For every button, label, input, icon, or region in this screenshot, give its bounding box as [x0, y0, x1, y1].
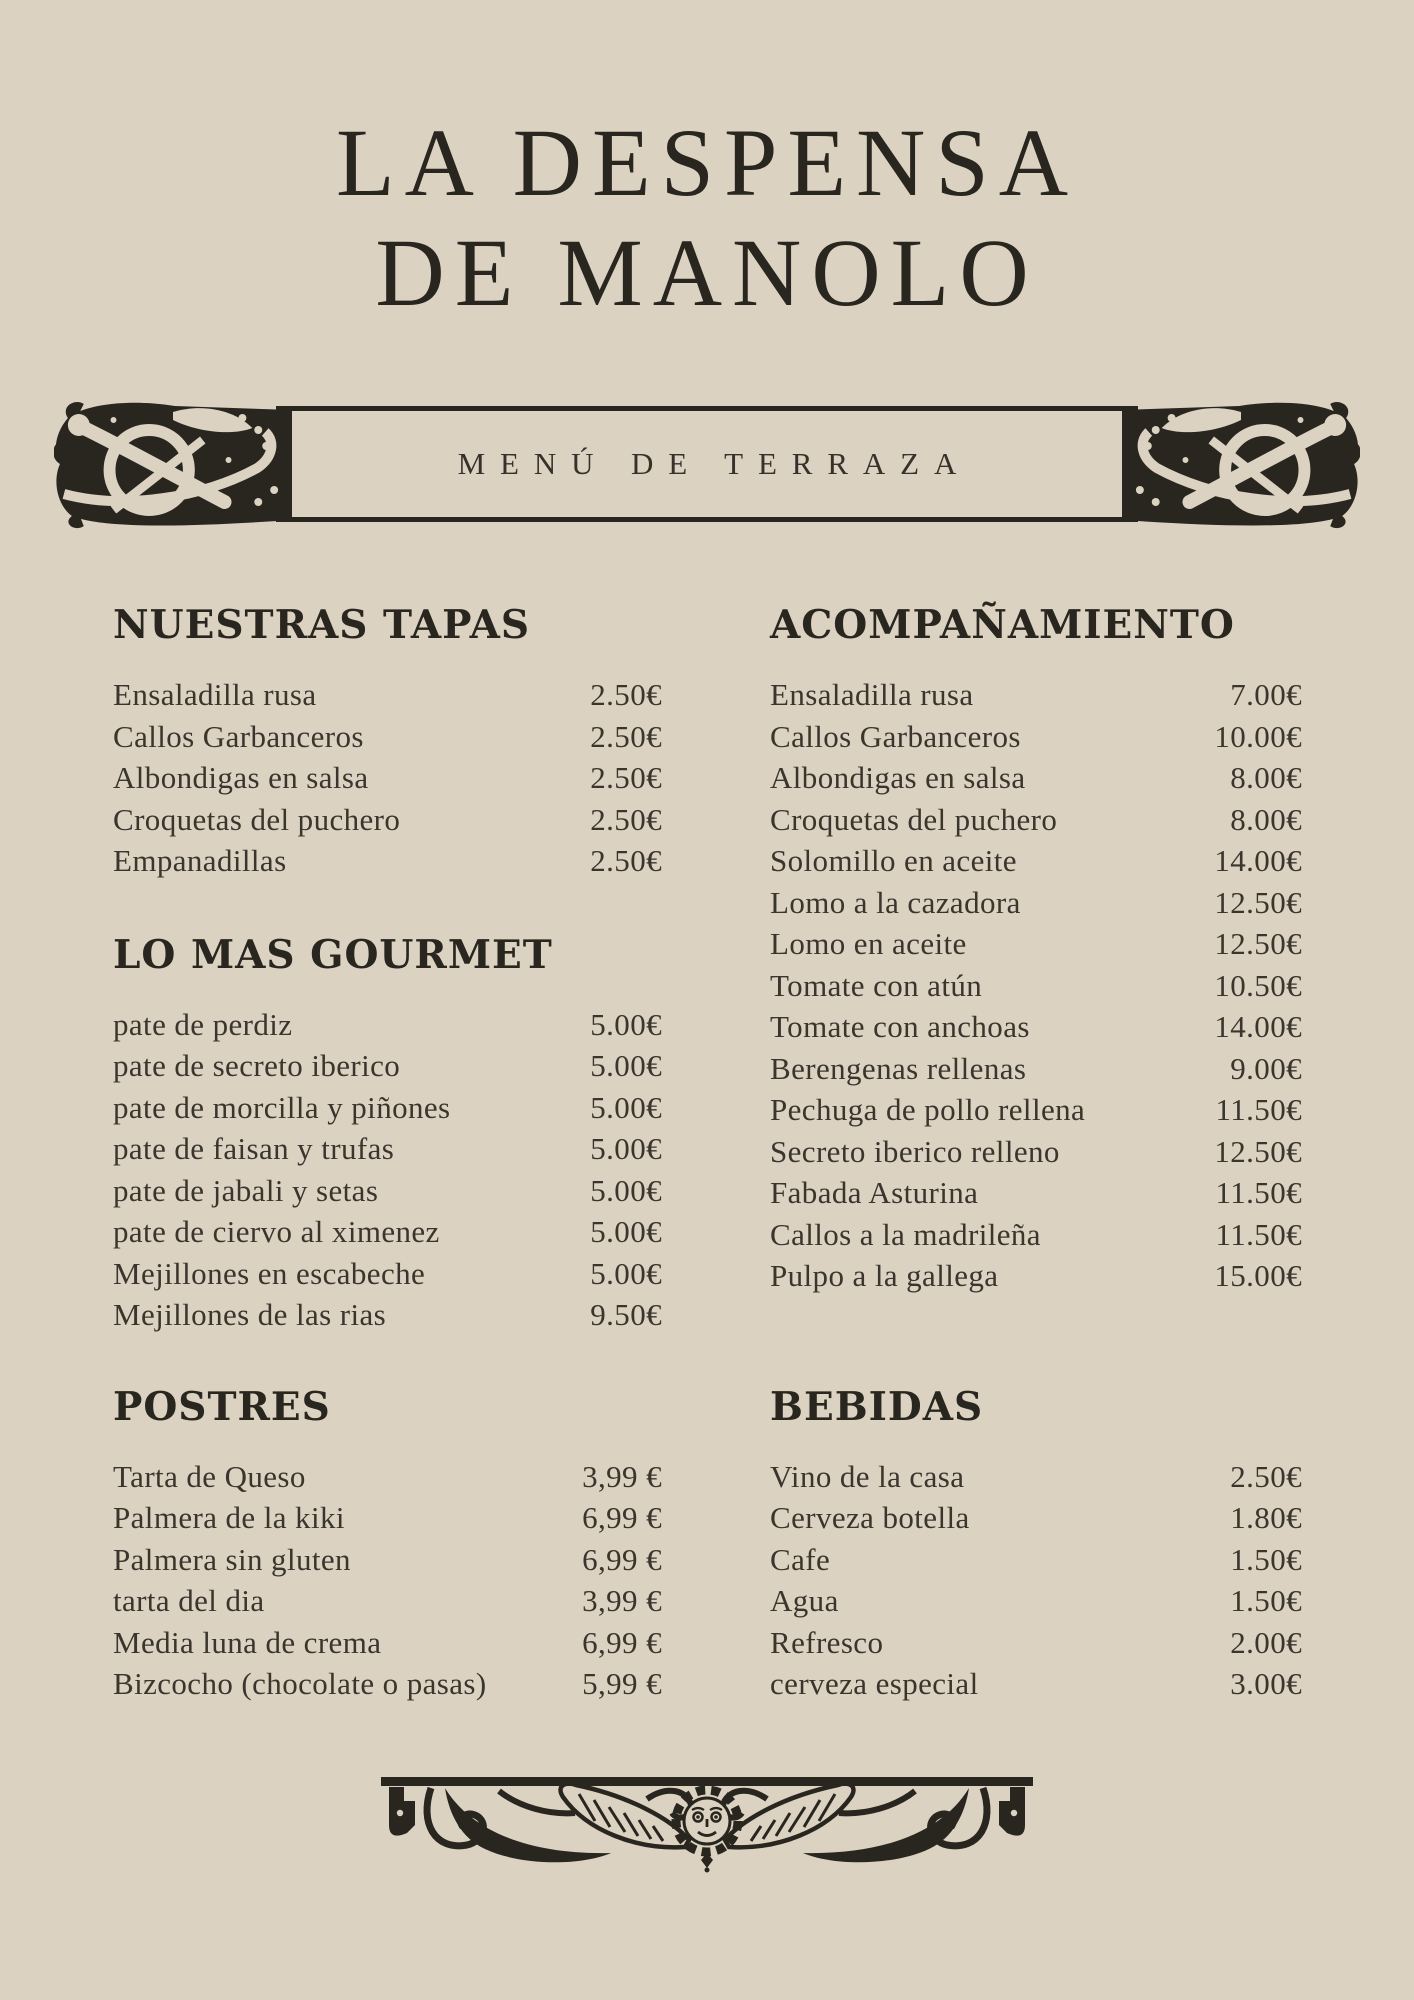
- menu-item-row: [770, 923, 1302, 965]
- menu-item-price: 5,99 €: [582, 1666, 662, 1701]
- menu-item-name: Pulpo a la gallega: [770, 1258, 999, 1293]
- banner-title: MENÚ DE TERRAZA: [457, 446, 972, 481]
- menu-item-name: pate de faisan y trufas: [113, 1131, 395, 1166]
- menu-item-price: 2.50€: [1230, 1458, 1302, 1494]
- menu-item-row: [770, 840, 1302, 882]
- menu-item-name: tarta del dia: [113, 1583, 265, 1618]
- menu-item-price: 1.50€: [1230, 1541, 1302, 1577]
- menu-item-price: 3,99 €: [582, 1583, 662, 1618]
- menu-item-price: 10.50€: [1214, 967, 1302, 1003]
- footer-ornament-icon: [379, 1769, 1035, 1873]
- menu-item-row: [770, 1048, 1302, 1090]
- menu-item-price: 7.00€: [1230, 677, 1302, 712]
- menu-item-price: 6,99 €: [582, 1500, 662, 1535]
- menu-item-name: Mejillones de las rias: [113, 1297, 387, 1332]
- menu-item-row: [113, 1087, 662, 1129]
- menu-item-name: Secreto iberico relleno: [770, 1133, 1060, 1169]
- section-bebidas: [770, 1384, 1302, 1705]
- menu-item-name: Fabada Asturina: [770, 1175, 979, 1210]
- menu-item-row: [770, 674, 1302, 716]
- menu-item-price: 15.00€: [1214, 1258, 1302, 1293]
- menu-item-price: 12.50€: [1214, 926, 1302, 961]
- menu-item-name: Tarta de Queso: [113, 1458, 306, 1494]
- menu-item-name: Ensaladilla rusa: [113, 677, 317, 712]
- menu-item-name: Palmera sin gluten: [113, 1541, 351, 1577]
- menu-item-row: [770, 1172, 1302, 1214]
- menu-item-price: 10.00€: [1214, 718, 1302, 754]
- section-gourmet: [113, 932, 662, 1336]
- section-tapas: [113, 602, 662, 882]
- bebidas-list: [770, 1456, 1302, 1705]
- menu-item-name: pate de secreto iberico: [113, 1048, 401, 1083]
- banner-ornament-left-icon: [54, 398, 292, 530]
- menu-item-row: [770, 1622, 1302, 1664]
- menu-item-name: Solomillo en aceite: [770, 843, 1017, 878]
- menu-item-price: 2.50€: [590, 760, 662, 795]
- right-column: [770, 602, 1302, 1705]
- menu-item-price: 3.00€: [1230, 1666, 1302, 1701]
- menu-item-price: 5.00€: [590, 1255, 662, 1291]
- menu-item-price: 2.50€: [590, 718, 662, 754]
- menu-item-name: Albondigas en salsa: [770, 760, 1026, 795]
- menu-item-row: [113, 1539, 662, 1581]
- menu-item-name: Callos a la madrileña: [770, 1216, 1041, 1252]
- menu-item-row: [770, 1663, 1302, 1705]
- menu-item-row: [113, 1622, 662, 1664]
- menu-item-row: [113, 1580, 662, 1622]
- menu-item-price: 6,99 €: [582, 1624, 662, 1660]
- menu-item-name: Berengenas rellenas: [770, 1050, 1027, 1086]
- menu-item-name: pate de morcilla y piñones: [113, 1089, 451, 1125]
- menu-item-name: pate de perdiz: [113, 1006, 293, 1042]
- menu-item-name: Callos Garbanceros: [770, 718, 1021, 754]
- menu-item-name: Mejillones en escabeche: [113, 1255, 426, 1291]
- menu-item-row: [113, 674, 662, 716]
- menu-item-price: 8.00€: [1230, 801, 1302, 837]
- menu-item-price: 3,99 €: [582, 1458, 662, 1494]
- menu-item-price: 5.00€: [590, 1131, 662, 1166]
- menu-item-row: [113, 1663, 662, 1705]
- menu-item-row: [770, 965, 1302, 1007]
- menu-item-row: [770, 1255, 1302, 1297]
- menu-item-name: Cerveza botella: [770, 1500, 970, 1535]
- menu-item-row: [113, 840, 662, 882]
- menu-item-row: [113, 1497, 662, 1539]
- menu-item-name: Tomate con atún: [770, 967, 983, 1003]
- menu-item-name: Cafe: [770, 1541, 831, 1577]
- menu-item-row: [113, 1294, 662, 1336]
- menu-item-name: Lomo a la cazadora: [770, 884, 1021, 920]
- menu-item-name: Agua: [770, 1583, 839, 1618]
- section-acompanamiento: [770, 602, 1302, 1297]
- banner-ornament-right-icon: [1122, 398, 1360, 530]
- menu-item-name: Refresco: [770, 1624, 884, 1660]
- section-heading-tapas: NUESTRAS TAPAS: [113, 602, 531, 648]
- menu-item-row: [113, 1253, 662, 1295]
- menu-item-row: [113, 799, 662, 841]
- gourmet-list: [113, 1004, 662, 1336]
- section-postres: [113, 1384, 662, 1705]
- menu-item-name: Callos Garbanceros: [113, 718, 364, 754]
- menu-item-price: 12.50€: [1214, 1133, 1302, 1169]
- menu-item-price: 12.50€: [1214, 884, 1302, 920]
- menu-item-price: 6,99 €: [582, 1541, 662, 1577]
- menu-item-price: 2.50€: [590, 801, 662, 837]
- restaurant-title: [0, 0, 1414, 328]
- tapas-list: [113, 674, 662, 882]
- menu-item-row: [113, 716, 662, 758]
- menu-item-price: 5.00€: [590, 1006, 662, 1042]
- menu-item-row: [113, 1211, 662, 1253]
- menu-item-name: Tomate con anchoas: [770, 1009, 1030, 1044]
- left-column: [113, 602, 662, 1705]
- menu-item-row: [770, 1214, 1302, 1256]
- menu-item-price: 1.50€: [1230, 1583, 1302, 1618]
- menu-item-row: [770, 757, 1302, 799]
- menu-item-row: [113, 1004, 662, 1046]
- menu-item-name: Empanadillas: [113, 843, 287, 878]
- menu-item-row: [770, 1089, 1302, 1131]
- menu-item-name: Ensaladilla rusa: [770, 677, 974, 712]
- menu-item-row: [113, 1456, 662, 1498]
- menu-item-row: [770, 1580, 1302, 1622]
- postres-list: [113, 1456, 662, 1705]
- menu-item-name: Bizcocho (chocolate o pasas): [113, 1666, 487, 1701]
- menu-item-price: 14.00€: [1214, 843, 1302, 878]
- banner: [54, 398, 1360, 530]
- menu-item-name: Palmera de la kiki: [113, 1500, 345, 1535]
- menu-columns: [113, 602, 1302, 1705]
- menu-item-row: [113, 1045, 662, 1087]
- menu-item-name: Croquetas del puchero: [113, 801, 401, 837]
- menu-item-row: [113, 1128, 662, 1170]
- menu-item-name: Pechuga de pollo rellena: [770, 1092, 1086, 1127]
- restaurant-title-line1: LA DESPENSA: [335, 109, 1079, 216]
- menu-item-row: [770, 1539, 1302, 1581]
- menu-item-price: 5.00€: [590, 1089, 662, 1125]
- menu-item-name: Vino de la casa: [770, 1458, 965, 1494]
- menu-item-price: 2.50€: [590, 843, 662, 878]
- menu-item-name: pate de ciervo al ximenez: [113, 1214, 440, 1249]
- menu-item-row: [770, 1131, 1302, 1173]
- acompanamiento-list: [770, 674, 1302, 1297]
- menu-item-row: [113, 1170, 662, 1212]
- menu-item-price: 8.00€: [1230, 760, 1302, 795]
- restaurant-title-line2: DE MANOLO: [375, 219, 1039, 326]
- menu-item-price: 9.00€: [1230, 1050, 1302, 1086]
- menu-item-price: 11.50€: [1215, 1216, 1302, 1252]
- menu-item-name: Lomo en aceite: [770, 926, 967, 961]
- menu-item-row: [770, 1456, 1302, 1498]
- menu-item-name: Media luna de crema: [113, 1624, 382, 1660]
- menu-item-price: 1.80€: [1230, 1500, 1302, 1535]
- menu-item-price: 5.00€: [590, 1214, 662, 1249]
- menu-item-row: [113, 757, 662, 799]
- section-heading-bebidas: BEBIDAS: [770, 1383, 984, 1430]
- menu-item-price: 14.00€: [1214, 1009, 1302, 1044]
- menu-item-name: Croquetas del puchero: [770, 801, 1058, 837]
- menu-item-row: [770, 799, 1302, 841]
- menu-item-name: Albondigas en salsa: [113, 760, 369, 795]
- menu-item-name: cerveza especial: [770, 1666, 979, 1701]
- banner-frame: [276, 406, 1138, 522]
- menu-item-price: 2.00€: [1230, 1624, 1302, 1660]
- menu-item-row: [770, 716, 1302, 758]
- menu-item-price: 11.50€: [1215, 1092, 1302, 1127]
- menu-item-row: [770, 882, 1302, 924]
- menu-item-row: [770, 1006, 1302, 1048]
- menu-item-price: 5.00€: [590, 1172, 662, 1208]
- menu-item-price: 5.00€: [590, 1048, 662, 1083]
- menu-item-name: pate de jabali y setas: [113, 1172, 379, 1208]
- menu-item-row: [770, 1497, 1302, 1539]
- menu-item-price: 9.50€: [590, 1297, 662, 1332]
- menu-item-price: 11.50€: [1215, 1175, 1302, 1210]
- section-heading-postres: POSTRES: [113, 1383, 331, 1430]
- section-heading-acompanamiento: ACOMPAÑAMIENTO: [770, 602, 1235, 648]
- menu-item-price: 2.50€: [590, 677, 662, 712]
- section-heading-gourmet: LO MAS GOURMET: [113, 931, 553, 978]
